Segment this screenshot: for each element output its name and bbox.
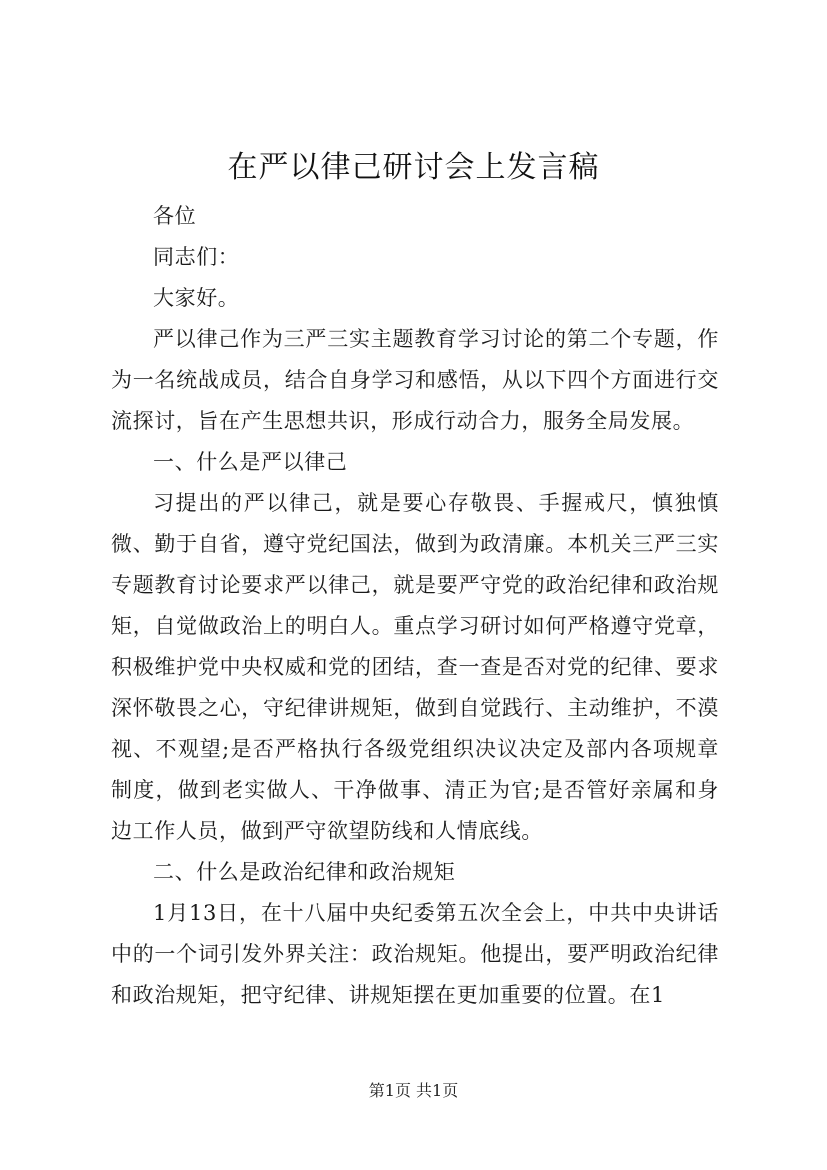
section-heading-2: 二、什么是政治纪律和政治规矩 bbox=[153, 860, 456, 884]
greeting-line-3: 大家好。 bbox=[153, 286, 240, 310]
section-2-paragraph: 1月13日，在十八届中央纪委第五次全会上，中共中央讲话中的一个词引发外界关注：政治规矩。他提出，要严明政治纪律和政治规矩，把守纪律、讲规矩摆在更加重要的位置。在1 bbox=[111, 901, 719, 1007]
page-footer: 第1页 共1页 bbox=[368, 1081, 459, 1100]
document-title: 在严以律己研讨会上发言稿 bbox=[227, 150, 600, 185]
document-body bbox=[111, 196, 719, 1016]
greeting-line-2: 同志们： bbox=[153, 245, 240, 269]
intro-paragraph: 严以律己作为三严三实主题教育学习讨论的第二个专题，作为一名统战成员，结合自身学习和感悟，从以下四个方面进行交流探讨，旨在产生思想共识，形成行动合力，服务全局发展。 bbox=[111, 327, 719, 433]
greeting-line-1: 各位 bbox=[153, 204, 197, 228]
section-1-paragraph: 习提出的严以律己，就是要心存敬畏、手握戒尺，慎独慎微、勤于自省，遵守党纪国法，做到为政清廉。本机关三严三实专题教育讨论要求严以律己，就是要严守党的政治纪律和政治规矩，自觉做政治上的明白人。重点学习研讨如何严格遵守党章，积极维护党中央权威和党的团结，查一查是否对党的纪律、要求深怀敬畏之心，守纪律讲规矩，做到自觉践行、主动维护，不漠视、不观望;是否严格执行各级党组织决议决定及部内各项规章制度，做到老实做人、干净做事、清正为官;是否管好亲属和身边工作人员，做到严守欲望防线和人情底线。 bbox=[111, 491, 719, 843]
section-heading-1: 一、什么是严以律己 bbox=[153, 450, 348, 474]
